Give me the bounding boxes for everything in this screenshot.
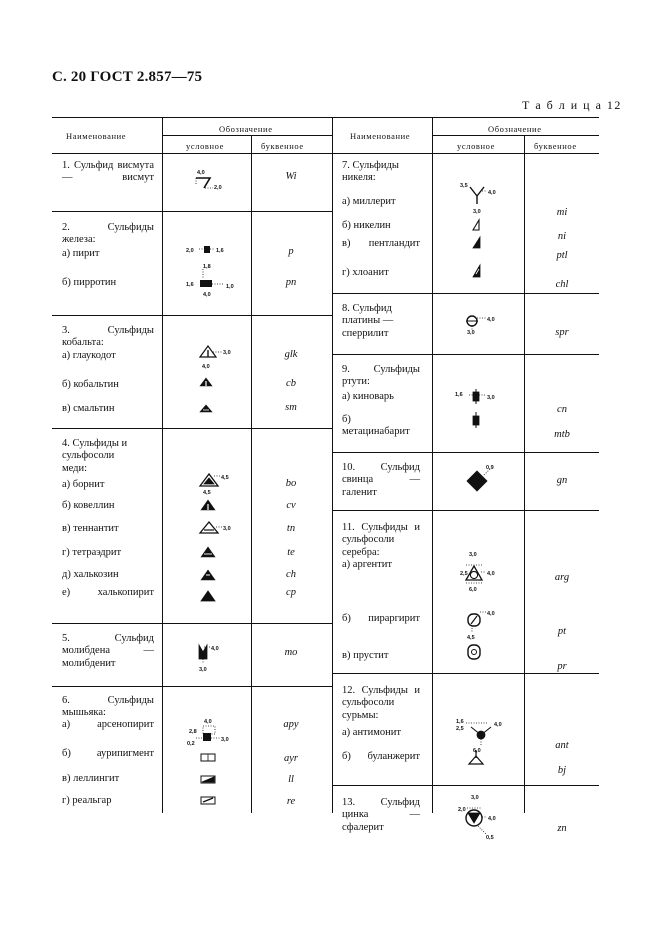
entry-7b-code: ni [557, 231, 567, 242]
col-designation-right: Обозначение [488, 124, 542, 134]
symbol-millerite [460, 183, 496, 215]
table-label: Т а б л и ц а 12 [522, 98, 622, 112]
entry-3-title: 3. Сульфиды кобальта: [62, 325, 154, 349]
entry-6-title: 6. Сульфиды мышьяка: [62, 695, 154, 719]
entry-13-title: 13. Сульфид цинка — сфалерит [342, 797, 420, 833]
entry-10-code: gn [556, 475, 568, 486]
entry-7d-name: г) хлоанит [342, 267, 389, 278]
entry-4-title: 4. Сульфиды и сульфосоли меди: [62, 438, 128, 474]
symbol-boulangerite [469, 750, 483, 764]
entry-7a-code: mi [556, 207, 568, 218]
entry-6a-name: а) арсенопирит [62, 719, 154, 730]
entry-7a-name: а) миллерит [342, 196, 396, 207]
entry-9a-code: cn [557, 404, 567, 415]
entry-3a-name: а) глаукодот [62, 350, 116, 361]
entry-11b-code: pt [557, 626, 567, 637]
svg-text:6,0: 6,0 [473, 748, 481, 754]
svg-text:2,8: 2,8 [189, 729, 197, 735]
entry-4b-name: б) ковеллин [62, 500, 115, 511]
svg-text:3,0: 3,0 [223, 350, 231, 356]
symbol-tennantite [200, 522, 231, 533]
symbol-realgar [201, 797, 215, 804]
svg-text:3,0: 3,0 [199, 667, 207, 673]
entry-3b-name: б) кобальтин [62, 379, 119, 390]
symbol-stibnite [456, 719, 502, 754]
svg-text:6,0: 6,0 [469, 587, 477, 593]
svg-text:4,0: 4,0 [487, 317, 495, 323]
entry-7c-code: ptl [556, 250, 568, 261]
symbol-cinnabar [455, 389, 495, 404]
symbol-loellingite [201, 776, 215, 783]
entry-7-title: 7. Сульфиды никеля: [342, 160, 399, 184]
svg-text:0,2: 0,2 [187, 741, 195, 747]
col-letter-left: буквенное [261, 141, 304, 151]
svg-text:1,6: 1,6 [455, 392, 463, 398]
symbol-bornite [200, 474, 229, 496]
svg-text:2,5: 2,5 [460, 571, 468, 577]
entry-7b-name: б) никелин [342, 220, 391, 231]
entry-11-title: 11. Сульфиды и сульфосоли серебра: [342, 522, 420, 558]
symbol-chloanthite [473, 265, 480, 277]
entry-2a-code: p [288, 246, 294, 257]
svg-text:2,5: 2,5 [456, 726, 464, 732]
svg-text:4,0: 4,0 [487, 611, 495, 617]
symbol-argentite [460, 552, 495, 593]
entry-8-code: spr [555, 327, 569, 338]
symbol-glaucodot [200, 346, 231, 370]
svg-text:4,0: 4,0 [203, 292, 211, 298]
col-designation-left: Обозначение [219, 124, 273, 134]
entry-4f-name: е) халькопирит [62, 587, 154, 598]
svg-text:1,6: 1,6 [186, 282, 194, 288]
entry-3c-name: в) смальтин [62, 403, 115, 414]
entry-3c-code: sm [285, 402, 297, 413]
entry-4a-code: bo [285, 478, 297, 489]
symbol-sperrylite [466, 316, 495, 336]
entry-4e-code: ch [286, 569, 296, 580]
svg-text:3,0: 3,0 [487, 395, 495, 401]
entry-6a-code: apy [283, 719, 299, 730]
svg-text:2,0: 2,0 [214, 185, 222, 191]
entry-12a-name: а) антимонит [342, 727, 401, 738]
symbol-metacinnabarite [473, 412, 479, 428]
svg-text:2,0: 2,0 [458, 807, 466, 813]
entry-8-title: 8. Сульфид платины — сперрилит [342, 303, 394, 339]
symbol-galena [467, 465, 494, 491]
svg-text:4,0: 4,0 [204, 719, 212, 725]
svg-text:4,0: 4,0 [494, 722, 502, 728]
entry-1-title: 1. Сульфид висмута — висмут [62, 160, 154, 184]
symbol-nickeline [473, 220, 479, 230]
entry-11a-code: arg [554, 572, 570, 583]
symbol-pyrrhotite [186, 264, 234, 298]
col-name-right: Наименование [350, 131, 411, 141]
svg-text:4,5: 4,5 [221, 475, 229, 481]
svg-text:4,0: 4,0 [211, 646, 219, 652]
entry-11c-code: pr [557, 661, 567, 672]
entry-9-title: 9. Сульфиды ртути: [342, 364, 420, 388]
symbol-tetrahedrite [201, 547, 215, 557]
symbol-proustite [468, 645, 480, 659]
entry-6d-code: re [286, 796, 296, 807]
symbol-sphalerite [458, 795, 496, 841]
svg-text:4,0: 4,0 [488, 816, 496, 822]
svg-text:3,0: 3,0 [471, 795, 479, 801]
entry-6b-name: б) аурипигмент [62, 748, 154, 759]
svg-text:4,5: 4,5 [467, 635, 475, 641]
entry-11a-name: а) аргентит [342, 559, 392, 570]
entry-12b-name: б) буланжерит [342, 751, 420, 762]
symbol-bismuthinite [196, 170, 222, 191]
svg-text:3,0: 3,0 [469, 552, 477, 558]
entry-2-title: 2. Сульфиды железа: [62, 222, 154, 246]
svg-text:4,0: 4,0 [202, 364, 210, 370]
svg-text:2,0: 2,0 [186, 248, 194, 254]
entry-9a-name: а) киноварь [342, 391, 394, 402]
entry-4e-name: д) халькозин [62, 569, 119, 580]
entry-3b-code: cb [286, 378, 296, 389]
svg-text:3,0: 3,0 [473, 209, 481, 215]
entry-7c-name: в) пентландит [342, 238, 420, 249]
entry-4c-code: tn [286, 523, 296, 534]
entry-2b-name: б) пирротин [62, 277, 117, 288]
entry-7d-code: chl [555, 279, 569, 290]
entry-3a-code: glk [284, 349, 298, 360]
entry-10-title: 10. Сульфид свинца — галенит [342, 462, 420, 498]
entry-4b-code: cv [286, 500, 296, 511]
entry-4c-name: в) теннантит [62, 523, 119, 534]
entry-9b-code: mtb [554, 429, 570, 440]
svg-text:3,0: 3,0 [221, 737, 229, 743]
entry-5-code: mo [284, 647, 298, 658]
entry-4d-name: г) тетраэдрит [62, 547, 122, 558]
symbol-smaltite [200, 405, 212, 412]
symbol-orpiment [201, 754, 215, 761]
symbol-molybdenite [199, 645, 219, 673]
svg-text:0,9: 0,9 [486, 465, 494, 471]
symbol-cobaltite [200, 378, 212, 386]
entry-9b-name: б) метацинабарит [342, 414, 410, 438]
entry-2b-code: pn [285, 277, 297, 288]
symbol-pyrite [186, 246, 224, 254]
entry-12-title: 12. Сульфиды и сульфосоли сурьмы: [342, 685, 420, 721]
col-conventional-right: условное [457, 141, 496, 151]
entry-5-title: 5. Сульфид молибдена — молибденит [62, 633, 154, 669]
entry-12a-code: ant [555, 740, 569, 751]
entry-4f-code: cp [286, 587, 296, 598]
svg-text:0,5: 0,5 [486, 835, 494, 841]
symbol-arsenopyrite [187, 719, 229, 747]
symbol-covellite [201, 500, 215, 510]
page-header: С. 20 ГОСТ 2.857—75 [52, 69, 203, 85]
entry-6d-name: г) реальгар [62, 795, 112, 806]
svg-text:1,8: 1,8 [203, 264, 211, 270]
svg-text:4,0: 4,0 [488, 190, 496, 196]
entry-13-code: zn [557, 823, 567, 834]
svg-text:3,0: 3,0 [467, 330, 475, 336]
symbol-pentlandite [473, 237, 480, 248]
entry-6c-name: в) леллингит [62, 773, 120, 784]
entry-6b-code: ayr [284, 753, 298, 764]
svg-text:4,0: 4,0 [487, 571, 495, 577]
svg-text:1,6: 1,6 [216, 248, 224, 254]
symbol-chalcopyrite [201, 591, 215, 601]
svg-text:4,5: 4,5 [203, 490, 211, 496]
col-letter-right: буквенное [534, 141, 577, 151]
entry-4a-name: а) борнит [62, 479, 105, 490]
col-name-left: Наименование [66, 131, 127, 141]
svg-text:3,5: 3,5 [460, 183, 468, 189]
symbol-pyrargyrite [467, 611, 495, 641]
entry-1-code: Wi [285, 171, 297, 182]
col-conventional-left: условное [186, 141, 225, 151]
entry-4d-code: te [287, 547, 295, 558]
svg-text:1,6: 1,6 [456, 719, 464, 725]
svg-text:4,0: 4,0 [197, 170, 205, 176]
entry-11b-name: б) пираргирит [342, 613, 420, 624]
symbol-chalcocite [201, 570, 215, 580]
entry-2a-name: а) пирит [62, 248, 100, 259]
entry-11c-name: в) прустит [342, 650, 389, 661]
entry-6c-code: ll [288, 774, 294, 785]
svg-text:1,0: 1,0 [226, 284, 234, 290]
svg-text:3,0: 3,0 [223, 526, 231, 532]
entry-12b-code: bj [557, 765, 567, 776]
